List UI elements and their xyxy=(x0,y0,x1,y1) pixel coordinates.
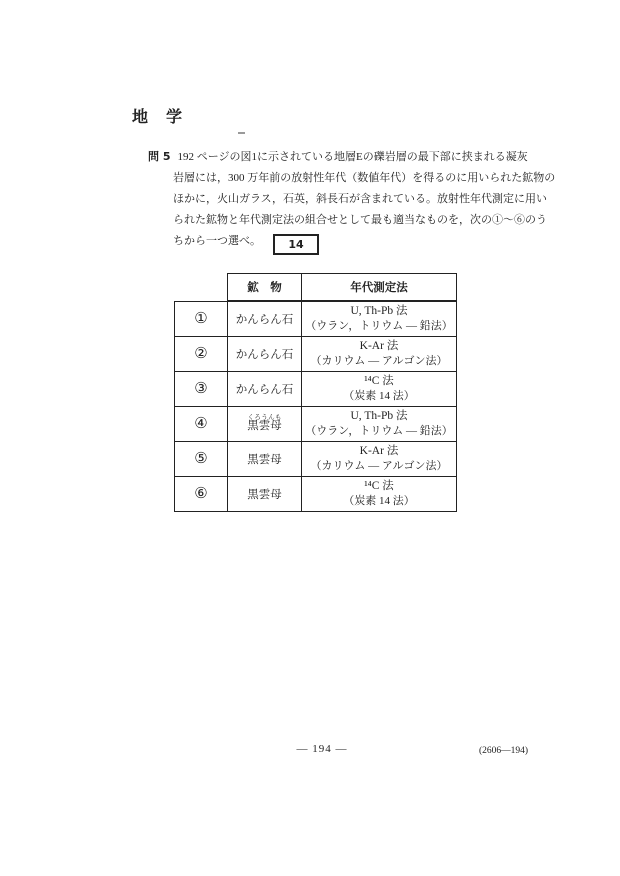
choice-table xyxy=(174,273,457,512)
table-header-row xyxy=(175,274,457,302)
mineral-furigana: くろうんも xyxy=(247,414,282,421)
method-name: K-Ar 法 xyxy=(359,445,399,457)
footer-booklet-code: (2606—194) xyxy=(479,746,529,756)
mineral-cell: 黒雲母 xyxy=(228,441,302,476)
column-header-mineral: 鉱 物 xyxy=(228,274,302,302)
method-reading: （ウラン，トリウム — 鉛法） xyxy=(305,425,453,437)
question-line: ほかに，火山ガラス，石英，斜長石が含まれている。放射性年代測定に用い xyxy=(173,193,547,205)
method-cell xyxy=(302,441,457,476)
method-reading: （炭素 14 法） xyxy=(343,495,415,507)
table-row xyxy=(175,476,457,511)
choice-number: ③ xyxy=(175,371,228,406)
question-line: 岩層には，300 万年前の放射性年代（数値年代）を得るのに用いられた鉱物の xyxy=(173,172,556,184)
question-text: 192 ページの図1に示されている地層Eの礫岩層の最下部に挟まれる凝灰 xyxy=(177,151,528,163)
table-row xyxy=(175,301,457,336)
question-block xyxy=(148,146,555,255)
answer-number-box: 14 xyxy=(273,234,319,255)
choice-table-body xyxy=(175,301,457,511)
subject-title: 地 学 xyxy=(132,107,184,126)
table-row xyxy=(175,336,457,371)
mineral-with-furigana xyxy=(247,414,282,432)
method-name: K-Ar 法 xyxy=(359,340,399,352)
method-name: ¹⁴C 法 xyxy=(364,375,394,387)
scan-artifact xyxy=(238,132,245,134)
choice-number: ② xyxy=(175,336,228,371)
table-corner-empty xyxy=(175,274,228,302)
method-cell xyxy=(302,301,457,336)
mineral-cell: 黒雲母 xyxy=(228,476,302,511)
method-cell xyxy=(302,406,457,441)
method-reading: （カリウム — アルゴン法） xyxy=(310,460,448,472)
method-cell xyxy=(302,371,457,406)
method-reading: （炭素 14 法） xyxy=(343,390,415,402)
method-name: ¹⁴C 法 xyxy=(364,480,394,492)
question-line xyxy=(148,146,555,168)
mineral-cell: かんらん石 xyxy=(228,336,302,371)
method-name: U, Th-Pb 法 xyxy=(350,410,408,422)
method-reading: （ウラン，トリウム — 鉛法） xyxy=(305,320,453,333)
method-reading: （カリウム — アルゴン法） xyxy=(310,355,448,367)
mineral-cell: かんらん石 xyxy=(228,371,302,406)
choice-number: ⑥ xyxy=(175,476,228,511)
mineral-cell xyxy=(228,406,302,441)
question-number-label: 問 5 xyxy=(148,150,171,163)
choice-number: ④ xyxy=(175,406,228,441)
choice-number: ① xyxy=(175,301,228,336)
mineral-text: 黒雲母 xyxy=(247,420,282,432)
footer-page-number: — 194 — xyxy=(296,743,348,755)
column-header-method: 年代測定法 xyxy=(302,274,457,302)
choice-number: ⑤ xyxy=(175,441,228,476)
method-cell xyxy=(302,476,457,511)
question-line xyxy=(173,231,555,255)
table-row xyxy=(175,371,457,406)
question-line: られた鉱物と年代測定法の組合せとして最も適当なものを，次の①～⑥のう xyxy=(173,214,547,226)
method-name: U, Th-Pb 法 xyxy=(350,305,408,318)
table-row xyxy=(175,406,457,441)
mineral-cell: かんらん石 xyxy=(228,301,302,336)
table-row xyxy=(175,441,457,476)
method-cell xyxy=(302,336,457,371)
question-text: ちから一つ選べ。 xyxy=(173,235,261,247)
